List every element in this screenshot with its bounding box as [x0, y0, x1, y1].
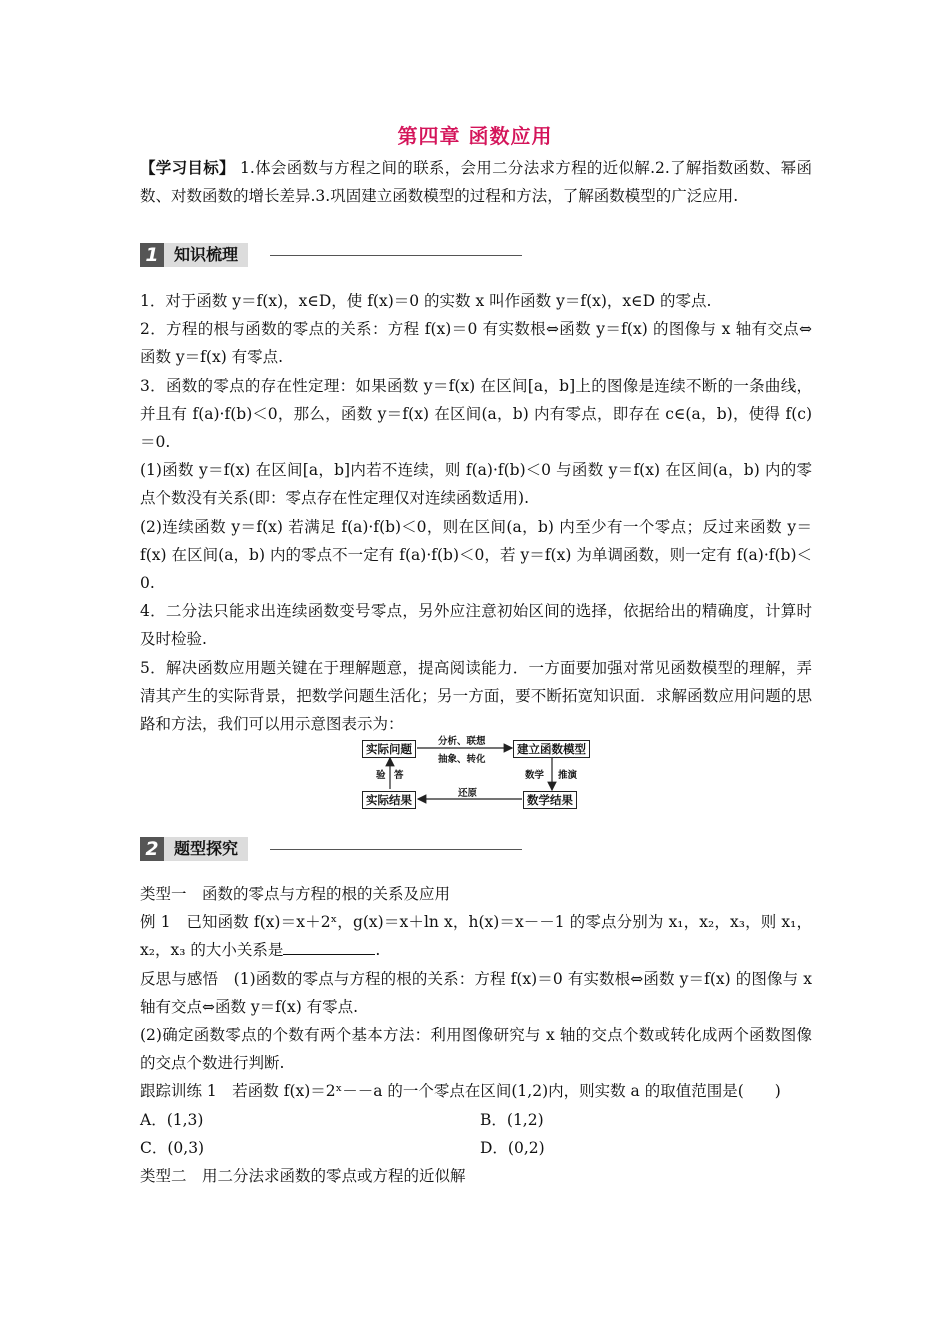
knowledge-item: 2．方程的根与函数的零点的关系：方程 f(x)＝0 有实数根⇔函数 y＝f(x) 的图像与 x 轴有交点⇔函数 y＝f(x) 有零点. — [140, 320, 812, 367]
label-abstract: 抽象、转化 — [438, 754, 486, 765]
type-heading: 类型二 用二分法求函数的零点或方程的近似解 — [140, 1166, 466, 1185]
section-label: 题型探究 — [164, 837, 248, 861]
flow-diagram — [362, 736, 592, 814]
box-real-problem: 实际问题 — [362, 740, 416, 758]
label-answer: 答 — [394, 770, 404, 781]
problem-section — [140, 880, 812, 1190]
label-analyze: 分析、联想 — [438, 736, 486, 747]
section-header-types — [140, 835, 522, 863]
knowledge-item: (2)连续函数 y＝f(x) 若满足 f(a)·f(b)＜0，则在区间(a，b) 内至少有一个零点；反过来函数 y＝f(x) 在区间(a，b) 内的零点不一定有 f(a)·f(b)＜0，若 y＝f(x) 为单调函数，则一定有 f(a)·f(b)＜0. — [140, 517, 812, 593]
chapter-title: 第四章 函数应用 — [397, 124, 553, 148]
section-number: 1 — [140, 243, 164, 267]
box-math-result: 数学结果 — [523, 791, 577, 809]
example-1 — [140, 908, 812, 964]
reflection-item: (2)确定函数零点的个数有两个基本方法：利用图像研究与 x 轴的交点个数或转化成两个函数图像的交点个数进行判断. — [140, 1026, 812, 1073]
option-d: D．(0,2) — [480, 1138, 545, 1157]
label-restore: 还原 — [458, 788, 478, 799]
practice-question: 跟踪训练 1 若函数 f(x)＝2ˣ－－a 的一个零点在区间(1,2)内，则实数 a 的取值范围是( ) — [140, 1082, 781, 1101]
section-header-knowledge — [140, 241, 522, 269]
option-b: B．(1,2) — [480, 1110, 544, 1129]
option-a: A．(1,3) — [140, 1110, 204, 1129]
box-build-model: 建立函数模型 — [513, 740, 590, 758]
knowledge-item: 1．对于函数 y＝f(x)，x∈D，使 f(x)＝0 的实数 x 叫作函数 y＝f(x)，x∈D 的零点. — [140, 292, 712, 310]
label-deduce: 推演 — [558, 770, 578, 781]
answer-options — [140, 1106, 812, 1162]
option-c: C．(0,3) — [140, 1138, 205, 1157]
knowledge-item: (1)函数 y＝f(x) 在区间[a，b]内若不连续，则 f(a)·f(b)＜0 与函数 y＝f(x) 在区间(a，b) 内的零点个数没有关系(即：零点存在性定理仅对连续函数适用). — [140, 461, 812, 508]
reflection-item: 反思与感悟 (1)函数的零点与方程的根的关系：方程 f(x)＝0 有实数根⇔函数 y＝f(x) 的图像与 x 轴有交点⇔函数 y＝f(x) 有零点. — [140, 969, 812, 1016]
knowledge-list — [140, 287, 812, 738]
objectives-text: 1.体会函数与方程之间的联系，会用二分法求方程的近似解.2.了解指数函数、幂函数、对数函数的增长差异.3.巩固建立函数模型的过程和方法，了解函数模型的广泛应用. — [140, 159, 812, 206]
section-divider — [270, 849, 522, 850]
objectives-tag: 【学习目标】 — [140, 159, 235, 177]
knowledge-item: 3．函数的零点的存在性定理：如果函数 y＝f(x) 在区间[a，b]上的图像是连续不断的一条曲线，并且有 f(a)·f(b)＜0，那么，函数 y＝f(x) 在区间(a，b) 内有零点，即存在 c∈(a，b)，使得 f(c)＝0. — [140, 376, 812, 452]
example-suffix: . — [375, 941, 381, 960]
section-label: 知识梳理 — [164, 243, 248, 267]
section-divider — [270, 255, 522, 256]
example-text: 例 1 已知函数 f(x)＝x＋2ˣ，g(x)＝x＋ln x，h(x)＝x－－1 的零点分别为 x₁，x₂，x₃，则 x₁，x₂，x₃ 的大小关系是 — [140, 913, 812, 960]
knowledge-item: 4．二分法只能求出连续函数变号零点，另外应注意初始区间的选择，依据给出的精确度，计算时及时检验. — [140, 602, 812, 649]
label-math: 数学 — [525, 770, 545, 781]
knowledge-item: 5．解决函数应用题关键在于理解题意，提高阅读能力．一方面要加强对常见函数模型的理解，弄清其产生的实际背景，把数学问题生活化；另一方面，要不断拓宽知识面．求解函数应用问题的思路和方法，我们可以用示意图表示为： — [140, 658, 812, 734]
label-verify: 验 — [376, 770, 386, 781]
answer-blank — [283, 940, 375, 955]
learning-objectives — [140, 154, 812, 210]
section-number: 2 — [140, 837, 164, 861]
box-real-result: 实际结果 — [362, 791, 416, 809]
type-heading: 类型一 函数的零点与方程的根的关系及应用 — [140, 885, 451, 903]
